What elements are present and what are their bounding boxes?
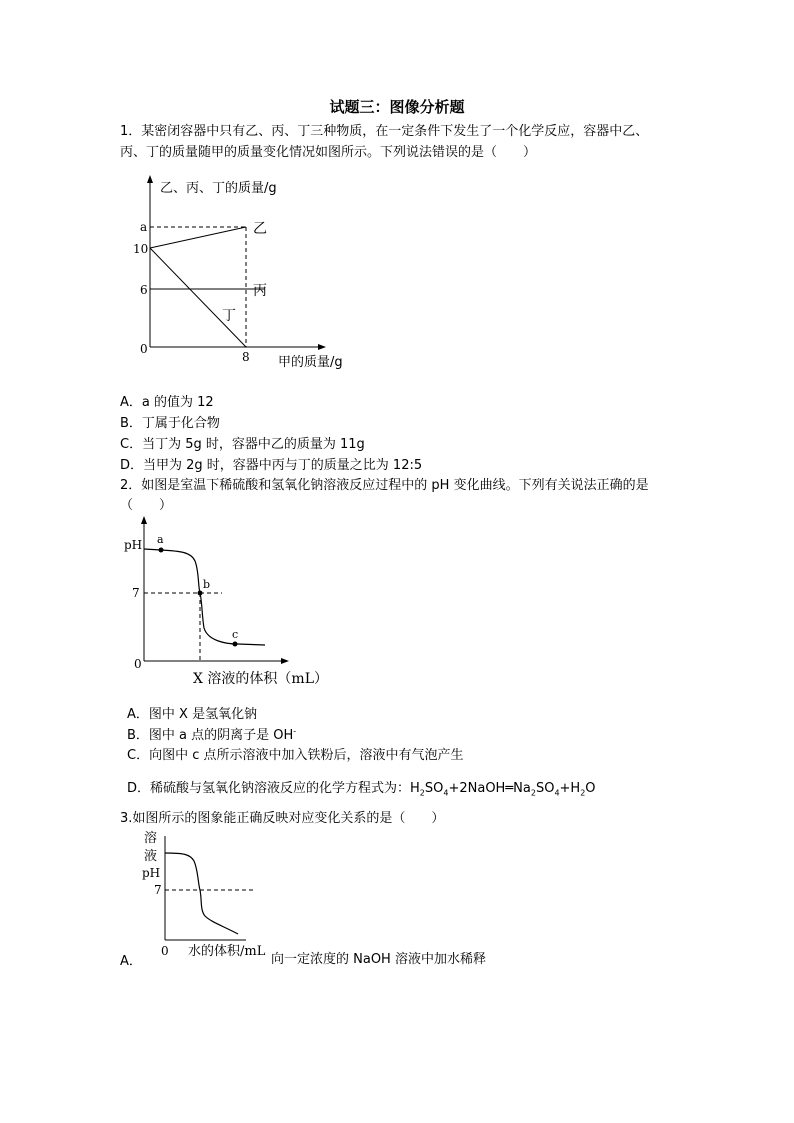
q2-label-a: a: [157, 533, 164, 546]
q3-option-a-text: 向一定浓度的 NaOH 溶液中加水稀释: [271, 952, 486, 967]
q1-option-a: A．a 的值为 12: [120, 395, 214, 410]
q1-label-ding: 丁: [222, 308, 236, 324]
q1-line-ding: [150, 248, 246, 347]
q2-tick-7: 7: [132, 586, 140, 600]
q1-x-axis-label: 甲的质量/g: [278, 355, 343, 370]
q2-chart: [118, 516, 348, 692]
q2-option-c: C．向图中 c 点所示溶液中加入铁粉后，溶液中有气泡产生: [127, 748, 464, 763]
q2-eq-part: +H: [559, 781, 581, 796]
q1-tick-10: 10: [133, 242, 149, 256]
q2-eq-sub: 2: [580, 788, 586, 798]
q1-line-yi: [150, 227, 246, 248]
q1-text-line1: 1．某密闭容器中只有乙、丙、丁三种物质，在一定条件下发生了一个化学反应，容器中乙、: [120, 124, 649, 139]
q1-label-bing: 丙: [253, 283, 267, 299]
q2-origin: 0: [134, 657, 142, 671]
q2-eq-sub: 2: [530, 788, 536, 798]
q2-eq-part: SO: [535, 781, 555, 796]
q2-text-line2: （ ）: [120, 498, 173, 513]
q3-y-label-2: 液: [144, 849, 158, 864]
q2-eq-part: O: [585, 781, 596, 796]
q3-option-a-label: A．: [120, 954, 142, 969]
q1-tick-a: a: [140, 220, 148, 234]
q2-option-a: A．图中 X 是氢氧化钠: [127, 707, 258, 722]
q2-x-axis-arrow: [281, 658, 289, 664]
q2-option-b: [127, 724, 296, 743]
q2-eq-part: SO: [424, 781, 444, 796]
q3-x-axis-label: 水的体积/mL: [188, 944, 266, 959]
q2-option-d: [127, 777, 596, 798]
q2-option-b-text: B．图中 a 点的阴离子是 OH: [127, 728, 294, 743]
q2-point-b: [198, 591, 203, 596]
q2-y-axis-label: pH: [124, 538, 143, 552]
q3-y-label-3: pH: [142, 866, 161, 880]
q3-chart: [138, 828, 288, 968]
q1-y-axis-arrow: [147, 175, 153, 183]
q1-option-d: D．当甲为 2g 时，容器中丙与丁的质量之比为 12:5: [120, 458, 423, 473]
q3-tick-7: 7: [154, 883, 162, 897]
q1-option-c: C．当丁为 5g 时，容器中乙的质量为 11g: [120, 437, 365, 452]
q3-origin: 0: [161, 944, 169, 958]
q2-x-axis-label: X 溶液的体积（mL）: [193, 671, 328, 687]
q1-option-b: B．丁属于化合物: [120, 416, 220, 431]
q2-eq-part: +2NaOH═Na: [448, 781, 531, 796]
q1-y-axis-label: 乙、丙、丁的质量/g: [160, 181, 277, 196]
q2-eq-sub: 4: [554, 788, 560, 798]
q2-point-c: [233, 642, 238, 647]
q3-text: 3.如图所示的图象能正确反映对应变化关系的是（ ）: [120, 811, 445, 826]
q2-option-d-prefix: D．稀硫酸与氢氧化钠溶液反应的化学方程式为：H: [127, 781, 420, 796]
q1-text-line2: 丙、丁的质量随甲的质量变化情况如图所示。下列说法错误的是（ ）: [120, 145, 537, 160]
q1-chart: [130, 175, 370, 375]
q1-tick-8: 8: [242, 350, 250, 364]
q2-eq-sub: 4: [443, 788, 449, 798]
q2-label-b: b: [203, 578, 211, 591]
q2-option-b-sup: -: [293, 726, 297, 736]
q2-point-a: [159, 548, 164, 553]
q2-ph-curve: [144, 549, 265, 645]
q1-tick-6: 6: [140, 283, 148, 297]
q1-label-yi: 乙: [253, 221, 267, 237]
q1-tick-0: 0: [140, 342, 148, 356]
q3-ph-curve: [165, 853, 238, 934]
q2-y-axis-arrow: [141, 516, 147, 524]
q1-x-axis-arrow: [318, 344, 326, 350]
q2-eq-sub: 2: [419, 788, 425, 798]
q3-y-label-1: 溶: [144, 831, 158, 846]
q2-label-c: c: [232, 628, 239, 641]
page-title: 试题三：图像分析题: [329, 98, 465, 116]
q2-text-line1: 2．如图是室温下稀硫酸和氢氧化钠溶液反应过程中的 pH 变化曲线。下列有关说法正确的是: [120, 478, 649, 493]
